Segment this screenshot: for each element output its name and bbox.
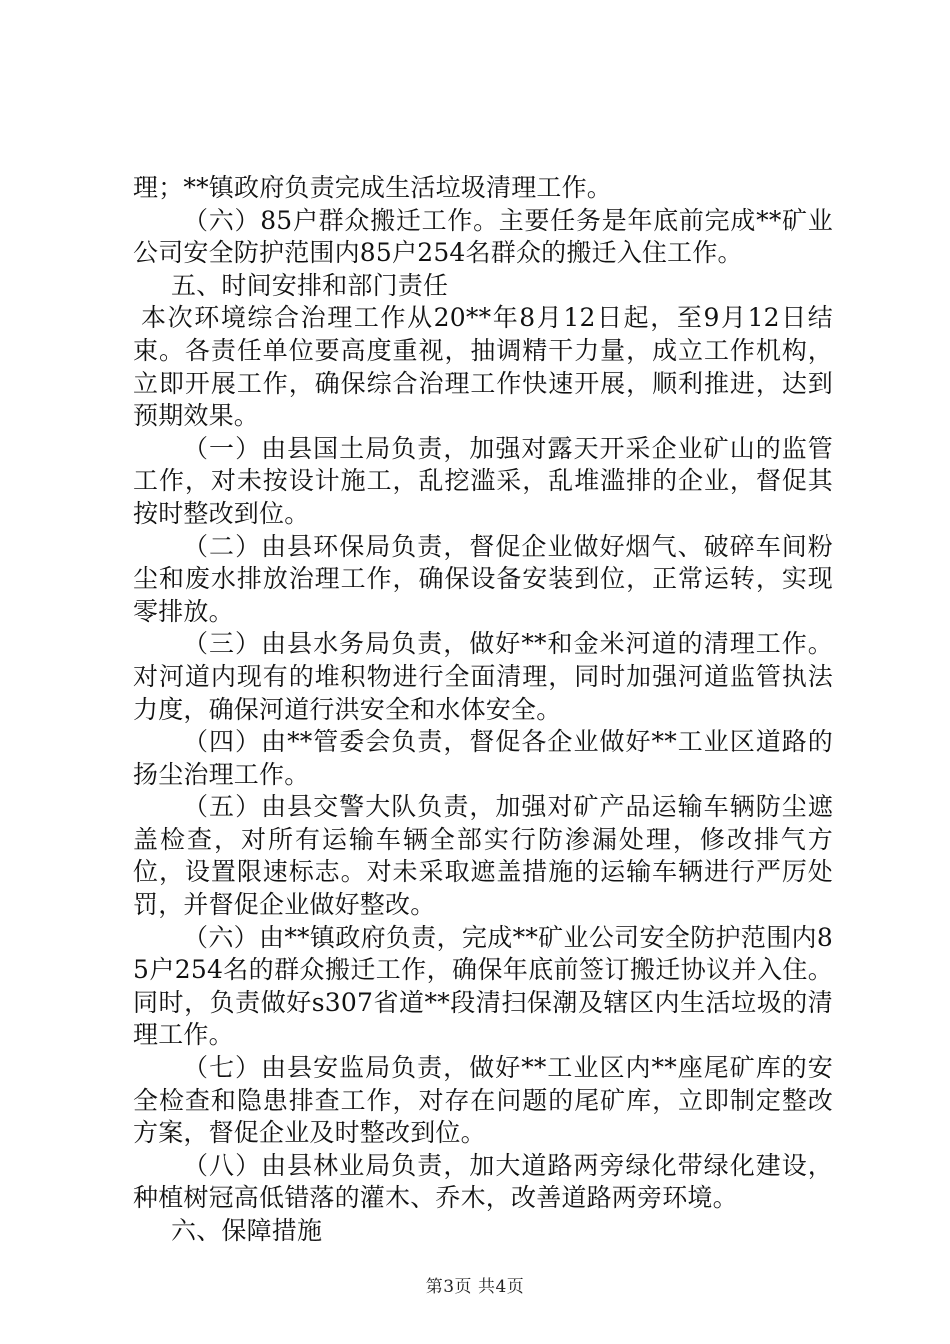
paragraph-duty-4: （四）由**管委会负责，督促各企业做好**工业区道路的扬尘治理工作。: [133, 727, 833, 789]
paragraph-duty-6: （六）由**镇政府负责，完成**矿业公司安全防护范围内85户254名的群众搬迁工作，确保年底前签订搬迁协议并入住。同时，负责做好s307省道**段清扫保潮及辖区内生活垃圾的清理工作。: [133, 922, 833, 1050]
paragraph-duty-1: （一）由县国土局负责，加强对露天开采企业矿山的监管工作，对未按设计施工，乱挖滥采，乱堆滥排的企业，督促其按时整改到位。: [133, 433, 833, 528]
paragraph-item-6-relocation: （六）85户群众搬迁工作。主要任务是年底前完成**矿业公司安全防护范围内85户254名群众的搬迁入住工作。: [133, 205, 833, 268]
section-heading-6: 六、保障措施: [171, 1216, 323, 1245]
paragraph-duty-3: （三）由县水务局负责，做好**和金米河道的清理工作。对河道内现有的堆积物进行全面清理，同时加强河道监管执法力度，确保河道行洪安全和水体安全。: [133, 629, 833, 724]
document-body: [133, 172, 833, 1248]
paragraph-duty-8: （八）由县林业局负责，加大道路两旁绿化带绿化建设，种植树冠高低错落的灌木、乔木，改善道路两旁环境。: [133, 1150, 833, 1213]
paragraph-schedule: 本次环境综合治理工作从20**年8月12日起，至9月12日结束。各责任单位要高度重视，抽调精干力量，成立工作机构，立即开展工作，确保综合治理工作快速开展，顺利推进，达到预期效果。: [133, 303, 833, 431]
paragraph-duty-2: （二）由县环保局负责，督促企业做好烟气、破碎车间粉尘和废水排放治理工作，确保设备安装到位，正常运转，实现零排放。: [133, 531, 833, 626]
page-footer: 第3页 共4页: [425, 1277, 525, 1297]
paragraph-duty-7: （七）由县安监局负责，做好**工业区内**座尾矿库的安全检查和隐患排查工作，对存在问题的尾矿库，立即制定整改方案，督促企业及时整改到位。: [133, 1053, 833, 1148]
section-heading-5: 五、时间安排和部门责任: [171, 270, 449, 300]
paragraph-duty-5: （五）由县交警大队负责，加强对矿产品运输车辆防尘遮盖检查，对所有运输车辆全部实行防渗漏处理，修改排气方位，设置限速标志。对未采取遮盖措施的运输车辆进行严厉处罚，并督促企业做好整改。: [133, 792, 833, 920]
paragraph-continuation: 理；**镇政府负责完成生活垃圾清理工作。: [133, 173, 613, 202]
